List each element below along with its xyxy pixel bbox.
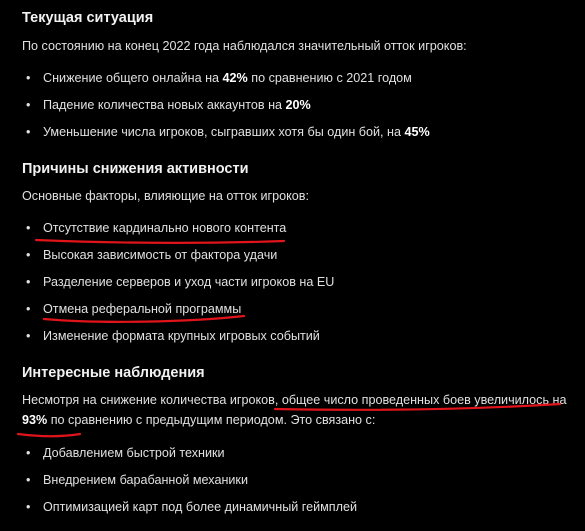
heading-interesting-observations: Интересные наблюдения [22,365,205,381]
list-item: • Разделение серверов и уход части игроков на EU [26,275,335,289]
heading-current-situation: Текущая ситуация [22,10,154,26]
heading-activity-decline-reasons: Причины снижения активности [22,161,249,177]
bullet-icon: • [26,500,31,514]
bullet-icon: • [26,446,31,460]
list-item: • Снижение общего онлайна на 42% по сравнению с 2021 годом [26,71,412,85]
bullet-icon: • [26,221,31,235]
list-item: • Отсутствие кардинально нового контента [26,221,287,235]
underline-mark [18,434,80,436]
paragraph-observations: Несмотря на снижение количества игроков, общее число проведенных боев увеличилось на 93% по сравнению с предыдущим периодом. Это связано с: [22,393,567,427]
list-item: • Добавлением быстрой техники [26,446,225,460]
bullet-icon: • [26,329,31,343]
list-item: • Отмена реферальной программы [26,302,242,316]
bullet-icon: • [26,275,31,289]
bullet-icon: • [26,98,31,112]
bullet-icon: • [26,473,31,487]
intro-current-situation: По состоянию на конец 2022 года наблюдался значительный отток игроков: [22,39,467,53]
list-item: • Изменение формата крупных игровых событий [26,329,320,343]
bullet-icon: • [26,71,31,85]
bullet-icon: • [26,302,31,316]
list-item: • Высокая зависимость от фактора удачи [26,248,278,262]
bullet-icon: • [26,125,31,139]
list-item: • Уменьшение числа игроков, сыгравших хотя бы один бой, на 45% [26,125,430,139]
list-item: • Внедрением барабанной механики [26,473,248,487]
underline-mark [36,240,284,243]
intro-activity-decline-reasons: Основные факторы, влияющие на отток игроков: [22,189,309,203]
underline-mark [44,316,244,322]
list-item: • Оптимизацией карт под более динамичный геймплей [26,500,358,514]
bullet-icon: • [26,248,31,262]
list-item: • Падение количества новых аккаунтов на 20% [26,98,311,112]
